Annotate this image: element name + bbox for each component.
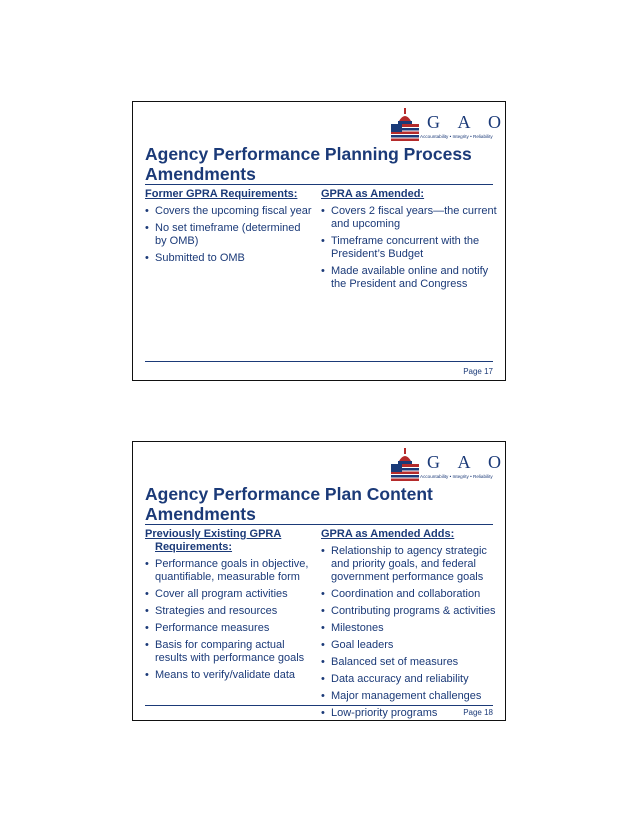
list-item: • Means to verify/validate data (145, 669, 296, 681)
list-item: • Milestones (321, 622, 384, 634)
column-heading: Former GPRA Requirements: (145, 188, 298, 200)
list-item: • Performance goals in objective, quantifiable, measurable form (145, 558, 309, 583)
slide-title: Agency Performance Plan Content Amendments (145, 484, 433, 524)
list-item: • No set timeframe (determined by OMB) (145, 222, 301, 247)
capitol-flag-icon (389, 107, 421, 143)
bullet-list (321, 205, 499, 291)
slide-page-18 (132, 441, 509, 721)
left-column (145, 528, 315, 686)
left-column (145, 188, 315, 269)
bullet-list (321, 545, 499, 720)
page-number: Page 18 (463, 708, 493, 717)
gao-wordmark: G A O (427, 112, 509, 132)
footer-divider (145, 705, 493, 706)
title-divider (145, 524, 493, 525)
list-item: • Goal leaders (321, 639, 394, 651)
list-item: • Submitted to OMB (145, 252, 245, 264)
column-heading: GPRA as Amended: (321, 188, 425, 200)
list-item: • Cover all program activities (145, 588, 288, 600)
capitol-flag-icon (389, 447, 421, 483)
title-divider (145, 184, 493, 185)
gao-wordmark: G A O (427, 452, 509, 472)
list-item: • Balanced set of measures (321, 656, 459, 668)
bullet-list (145, 558, 315, 682)
list-item: • Data accuracy and reliability (321, 673, 469, 685)
column-heading: Previously Existing GPRA Requirements: (145, 528, 282, 553)
list-item: • Low-priority programs (321, 707, 438, 719)
list-item: • Performance measures (145, 622, 270, 634)
right-column (321, 188, 499, 295)
list-item: • Major management challenges (321, 690, 482, 702)
list-item: • Coordination and collaboration (321, 588, 481, 600)
gao-logo (389, 447, 509, 485)
list-item: • Covers 2 fiscal years—the current and upcoming (321, 205, 497, 230)
list-item: • Covers the upcoming fiscal year (145, 205, 312, 217)
page-number: Page 17 (463, 367, 493, 376)
gao-tagline: Accountability • Integrity • Reliability (420, 474, 493, 479)
gao-tagline: Accountability • Integrity • Reliability (420, 134, 493, 139)
list-item: • Contributing programs & activities (321, 605, 496, 617)
bullet-list (145, 205, 315, 265)
footer-divider (145, 361, 493, 362)
slide-title: Agency Performance Planning Process Amendments (145, 144, 472, 184)
column-heading: GPRA as Amended Adds: (321, 528, 455, 540)
list-item: • Strategies and resources (145, 605, 278, 617)
list-item: • Timeframe concurrent with the President’s Budget (321, 235, 480, 260)
right-column (321, 528, 499, 724)
slide-page-17 (132, 101, 509, 381)
gao-logo (389, 107, 509, 145)
list-item: • Relationship to agency strategic and priority goals, and federal government performance goals (321, 545, 487, 583)
list-item: • Made available online and notify the President and Congress (321, 265, 489, 290)
list-item: • Basis for comparing actual results with performance goals (145, 639, 305, 664)
